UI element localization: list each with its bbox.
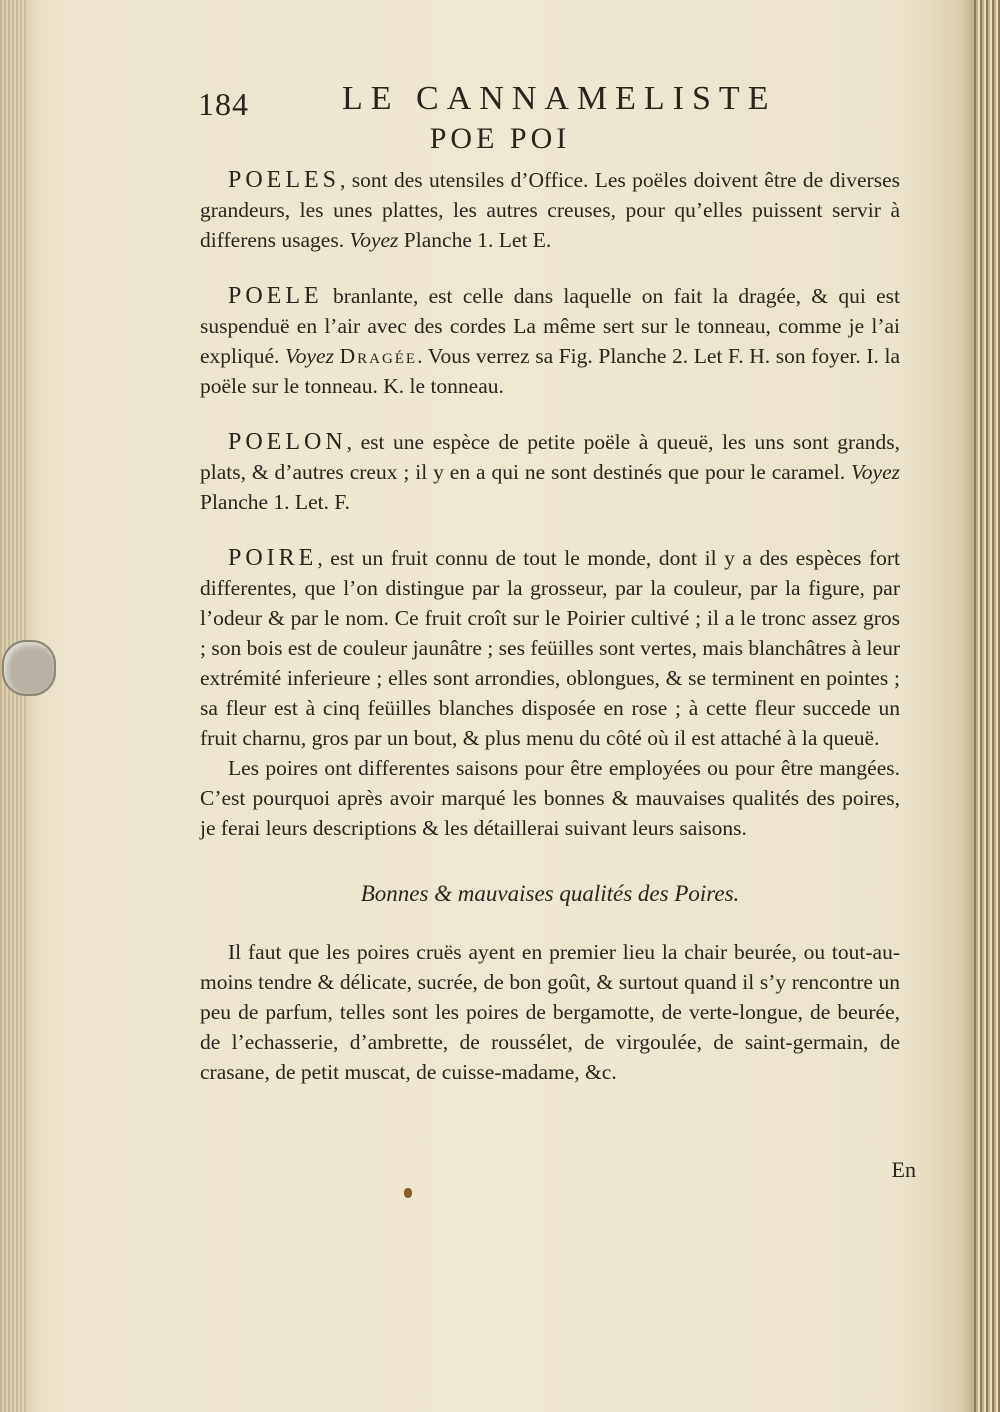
catchwords-header: POE POI [429,122,571,155]
entry-text: , est une espèce de petite poële à queuë, les uns sont grands, plats, & d’autres creux ; il y en a qui ne sont destinés que pour le caramel. [200,430,900,484]
voyez-ref: Voyez [349,228,399,252]
entry-text-end: Planche 1. Let. F. [200,490,350,514]
entry-text: , est un fruit connu de tout le monde, dont il y a des espèces fort differentes, que l’on distingue par la grosseur, par la couleur, par la figure, par l’odeur & par le nom. Ce fruit croît sur le Poirier cultivé ; il a le tronc assez gros ; son bois est de couleur jaunâtre ; ses feüilles sont vertes, mais blanchâtres à leur extrémité inferieure ; elles sont arrondies, oblongues, & se terminent en pointes ; sa fleur est à cinq feüilles blanches disposée en rose ; à cette fleur succede un fruit charnu, gros par un bout, & plus menu du côté où il est attaché à la queuë. [200,546,900,750]
text-block [200,165,900,1087]
voyez-ref: Voyez [851,460,900,484]
section-text: Il faut que les poires cruës ayent en premier lieu la chair beurée, ou tout-au-moins tendre & délicate, sucrée, de bon goût, & surtout quand il s’y rencontre un peu de parfum, telles sont les poires de bergamotte, de verte-longue, de beurée, de l’echasserie, d’ambrette, de roussélet, de virgoulée, de saint-germain, de crasane, de petit muscat, de cuisse-madame, &c. [200,940,900,1084]
entry-poeles [200,165,900,255]
poire-continuation: Les poires ont differentes saisons pour être employées ou pour être mangées. C’est pourquoi après avoir marqué les bonnes & mauvaises qualités des poires, je ferai leurs descriptions & les détaillerai suivant leurs saisons. [200,756,900,840]
entry-poire [200,543,900,753]
entry-text-end: Planche 1. Let E. [398,228,552,252]
page-number: 184 [198,86,249,122]
entry-text: , sont des utensiles d’Office. Les poëles doivent être de diverses grandeurs, les unes plattes, les autres creuses, pour qu’elles puissent servir à differens usages. [200,168,900,252]
entry-head: POIRE [228,545,318,571]
entry-poelon [200,427,900,517]
voyez-ref: Voyez [285,344,334,368]
cross-reference: Dragée [339,344,418,368]
binding-gutter [0,0,26,1412]
book-title: LE CANNAMELISTE [342,80,777,117]
section-heading: Bonnes & mauvaises qualités des Poires. [360,881,740,906]
entry-text: branlante, est celle dans laquelle on fait la dragée, & qui est suspenduë en l’air avec des cordes La même sert sur le tonneau, comme je l’ai expliqué. [200,284,900,368]
page-edge-stack [974,0,1000,1412]
running-head [198,80,798,124]
entry-poele [200,281,900,401]
entry-text-end: . Vous verrez sa Fig. Planche 2. Let F. H. son foyer. I. la poële sur le tonneau. K. le tonneau. [200,344,900,398]
ink-stain [404,1188,412,1198]
entry-head: POELES [228,167,341,193]
entry-head: POELE [228,283,323,309]
entry-head: POELON [228,429,347,455]
catchword: En [891,1157,916,1182]
